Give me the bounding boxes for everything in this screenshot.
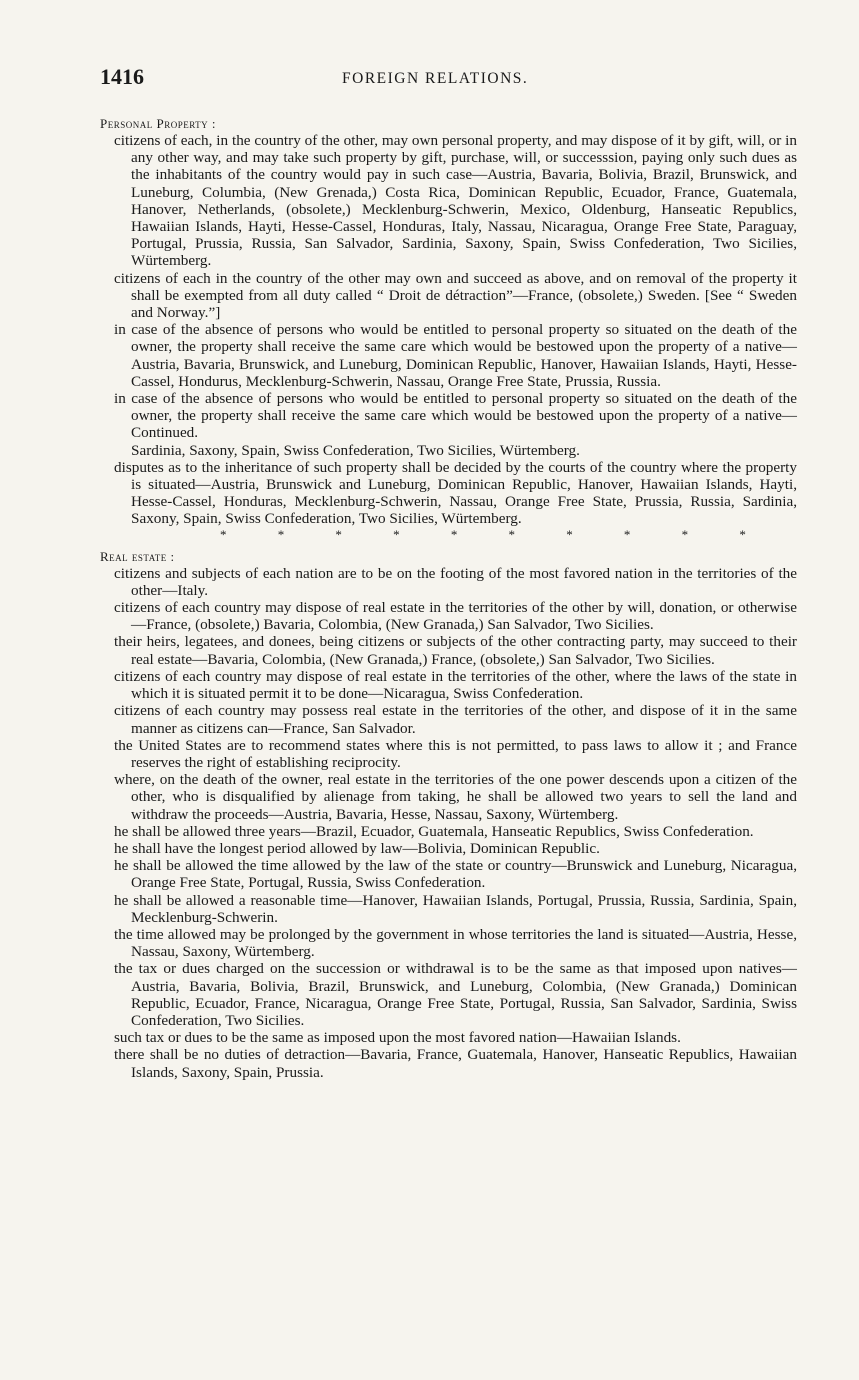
list-item: citizens of each in the country of the other may own and succeed as above, and on removal of the property it shall be exempted from all duty called “ Droit de détraction”—France, (obsolete,) Sweden. [See “ Sweden and Norway.”] [114, 269, 797, 322]
list-item: citizens of each, in the country of the other, may own personal property, and may dispose of it by gift, will, or in any other way, and may take such property by gift, purchase, will, or successsion, paying only such dues as the inhabitants of the country would pay in such case—Austria, Bavaria, Bolivia, Brazil, Brunswick, and Luneburg, Columbia, (New Grenada,) Costa Rica, Dominican Republic, Ecuador, France, Guatemala, Hanover, Netherlands, (obsolete,) Mecklenburg-Schwerin, Mexico, Oldenburg, Hanseatic Republics, Hawaiian Islands, Hayti, Hesse-Cassel, Honduras, Italy, Nassau, Nicaragua, Orange Free State, Paraguay, Portugal, Prussia, Russia, San Salvador, Sardinia, Saxony, Spain, Swiss Confederation, Two Sicilies, Würtemberg. [114, 132, 797, 270]
asterisk: * [393, 526, 400, 542]
list-item: in case of the absence of persons who would be entitled to personal property so situated on the death of the owner, the property shall receive the same care which would be bestowed upon the property of a native—Austria, Bavaria, Brunswick, and Luneburg, Dominican Republic, Hanover, Hawaiian Islands, Hayti, Hesse-Cassel, Hondurus, Mecklenburg-Schwerin, Nassau, Orange Free State, Prussia, Russia. [114, 321, 797, 390]
list-item: in case of the absence of persons who would be entitled to personal property so situated on the death of the owner, the property shall receive the same care which would be bestowed upon the property of a native—Continued. [114, 390, 797, 442]
section-heading-real-estate: Real estate : [100, 548, 175, 564]
asterisk: * [508, 526, 516, 542]
list-item: disputes as to the inheritance of such property shall be decided by the courts of the country where the property is situated—Austria, Brunswick and Luneburg, Dominican Republic, Hanover, Hawaiian Islands, Hayti, Hesse-Cassel, Honduras, Mecklenburg-Schwerin, Nassau, Orange Free State, Prussia, Russia, Sardinia, Saxony, Spain, Swiss Confederation, Two Sicilies, Würtemberg. [114, 458, 797, 528]
list-item: their heirs, legatees, and donees, being citizens or subjects of the other contracting party, may succeed to their real estate—Bavaria, Colombia, (New Granada,) France, (obsolete,) San Salvador, Two Sicilies. [114, 633, 797, 668]
asterisk: * [277, 526, 285, 542]
list-item: he shall be allowed three years—Brazil, Ecuador, Guatemala, Hanseatic Republics, Swiss Confederation. [114, 822, 754, 840]
document-body [100, 113, 797, 1081]
list-item: citizens of each country may dispose of real estate in the territories of the other by will, donation, or otherwise—France, (obsolete,) Bavaria, Colombia, (New Granada,) San Salvador, Two Sicilies. [114, 599, 797, 634]
section-heading-personal-property: Personal Property : [100, 116, 217, 131]
asterisk: * [220, 526, 227, 542]
list-item: he shall be allowed a reasonable time—Hanover, Hawaiian Islands, Portugal, Prussia, Russia, Sardinia, Spain, Mecklenburg-Schwerin. [114, 891, 797, 926]
list-item: citizens of each country may dispose of real estate in the territories of the other, where the laws of the state in which it is situated permit it to be done—Nicaragua, Swiss Confederation. [114, 667, 797, 703]
list-item: he shall be allowed the time allowed by the law of the state or country—Brunswick and Luneburg, Nicaragua, Orange Free State, Portugal, Russia, Swiss Confederation. [114, 857, 797, 892]
list-item: such tax or dues to be the same as imposed upon the most favored nation—Hawaiian Islands. [114, 1029, 681, 1047]
list-item: there shall be no duties of detraction—Bavaria, France, Guatemala, Hanover, Hanseatic Republics, Hawaiian Islands, Saxony, Spain, Prussia. [114, 1046, 797, 1081]
list-item: the time allowed may be prolonged by the government in whose territories the land is situated—Austria, Hesse, Nassau, Saxony, Würtemberg. [114, 925, 797, 961]
asterisk: * [681, 526, 689, 542]
asterisk: * [450, 526, 458, 542]
asterisk: * [739, 526, 746, 542]
page-header [100, 64, 800, 96]
continued-line: Sardinia, Saxony, Spain, Swiss Confederation, Two Sicilies, Würtemberg. [131, 441, 580, 459]
list-item: he shall have the longest period allowed by law—Bolivia, Dominican Republic. [114, 839, 600, 857]
running-title: FOREIGN RELATIONS. [342, 70, 529, 87]
list-item: citizens and subjects of each nation are to be on the footing of the most favored nation in the territories of the other—Italy. [114, 564, 797, 599]
list-item: the United States are to recommend states where this is not permitted, to pass laws to allow it ; and France reserves the right of establishing reciprocity. [114, 736, 797, 771]
asterisk-divider [100, 528, 797, 542]
list-item: the tax or dues charged on the succession or withdrawal is to be the same as that imposed upon natives—Austria, Bavaria, Bolivia, Brazil, Brunswick, and Luneburg, Colombia, (New Granada,) Dominican Republic, Ecuador, France, Nicaragua, Orange Free State, Portugal, Russia, San Salvador, Sardinia, Swiss Confederation, Two Sicilies. [114, 960, 797, 1029]
asterisk: * [335, 526, 342, 542]
asterisk: * [623, 526, 631, 542]
list-item: where, on the death of the owner, real estate in the territories of the one power descends upon a citizen of the other, who is disqualified by alienage from taking, he shall be allowed two years to sell the land and withdraw the proceeds—Austria, Bavaria, Hesse, Nassau, Saxony, Würtemberg. [114, 771, 797, 823]
list-item: citizens of each country may possess real estate in the territories of the other, and dispose of it in the same manner as citizens can—France, San Salvador. [114, 702, 797, 737]
asterisk: * [566, 526, 573, 542]
page-number: 1416 [100, 64, 144, 89]
